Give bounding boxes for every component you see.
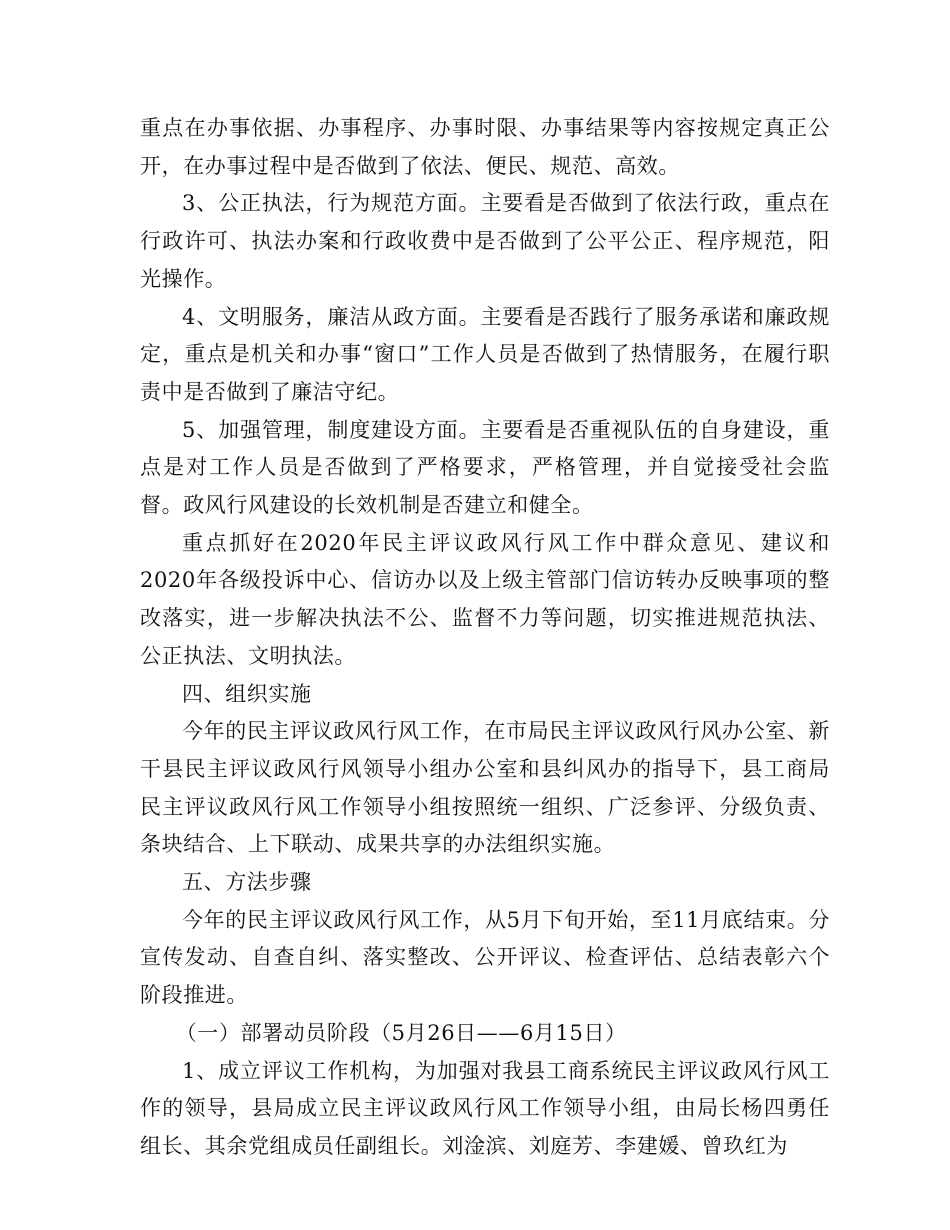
section-heading-methods: 五、方法步骤 (182, 870, 312, 895)
paragraph-key-focus: 重点抓好在2020年民主评议政风行风工作中群众意见、建议和2020年各级投诉中心、信访办以及上级主管部门信访转办反映事项的整改落实，进一步解决执法不公、监督不力等问题，切实推进规范执法、公正执法、文明执法。 (140, 530, 830, 668)
subsection-heading-deployment: （一）部署动员阶段（5月26日——6月15日） (175, 1020, 627, 1045)
paragraph-methods: 今年的民主评议政风行风工作，从5月下旬开始，至11月底结束。分宣传发动、自查自纠、落实整改、公开评议、检查评估、总结表彰六个阶段推进。 (140, 907, 830, 1008)
paragraph-organization: 今年的民主评议政风行风工作，在市局民主评议政风行风办公室、新干县民主评议政风行风领导小组办公室和县纠风办的指导下，县工商局民主评议政风行风工作领导小组按照统一组织、广泛参评、分级负责、条块结合、上下联动、成果共享的办法组织实施。 (140, 719, 830, 857)
paragraph-item-4: 4、文明服务，廉洁从政方面。主要看是否践行了服务承诺和廉政规定，重点是机关和办事“窗口”工作人员是否做到了热情服务，在履行职责中是否做到了廉洁守纪。 (140, 304, 830, 404)
document-body (140, 110, 830, 1166)
paragraph-item-1-committee: 1、成立评议工作机构，为加强对我县工商系统民主评议政风行风工作的领导，县局成立民主评议政风行风工作领导小组，由局长杨四勇任组长、其余党组成员任副组长。刘淦滨、刘庭芳、李建媛、曾玖红为 (140, 1058, 830, 1158)
section-heading-organization: 四、组织实施 (182, 681, 312, 706)
paragraph-item-5: 5、加强管理，制度建设方面。主要看是否重视队伍的自身建设，重点是对工作人员是否做到了严格要求，严格管理，并自觉接受社会监督。政风行风建设的长效机制是否建立和健全。 (140, 417, 830, 518)
paragraph-item-3: 3、公正执法，行为规范方面。主要看是否做到了依法行政，重点在行政许可、执法办案和行政收费中是否做到了公平公正、程序规范，阳光操作。 (140, 191, 830, 291)
paragraph-continuation: 重点在办事依据、办事程序、办事时限、办事结果等内容按规定真正公开，在办事过程中是否做到了依法、便民、规范、高效。 (140, 116, 830, 178)
